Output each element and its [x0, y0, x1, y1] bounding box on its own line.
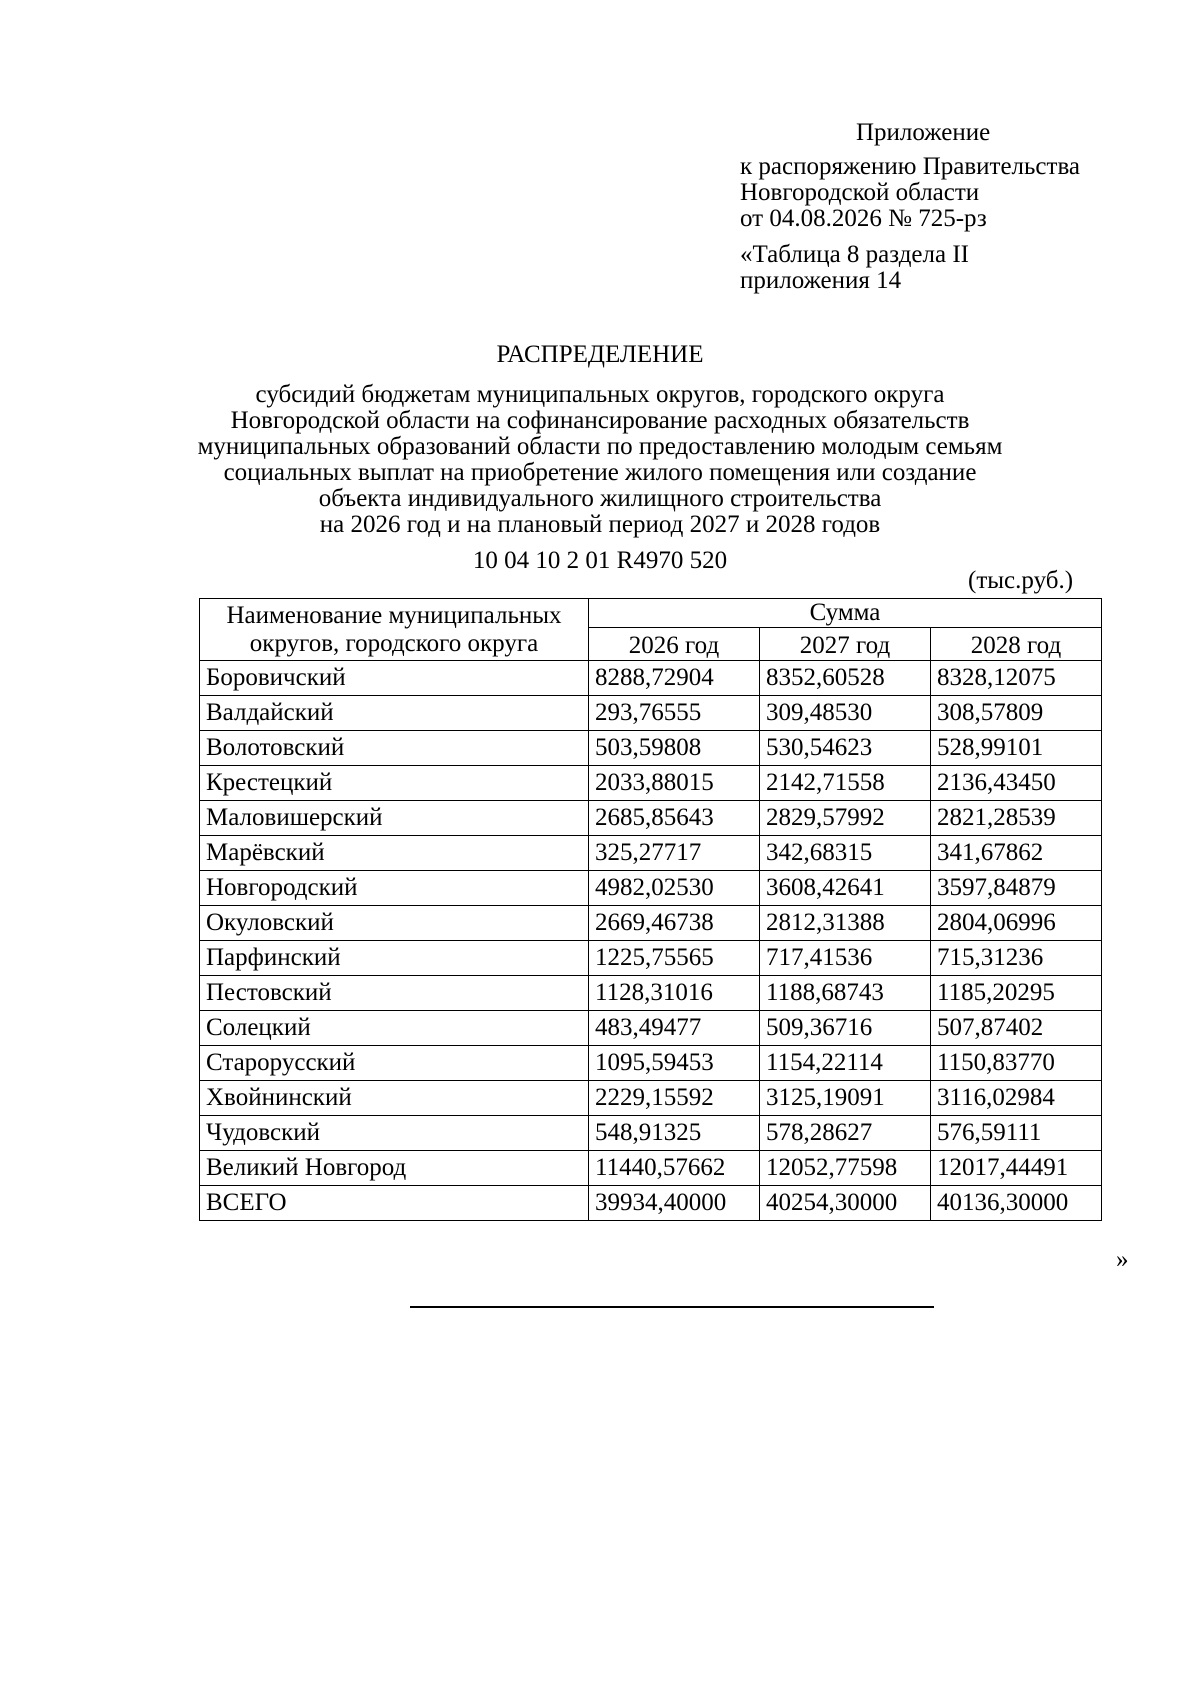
amount-cell: 3597,84879: [931, 871, 1102, 906]
title-line: социальных выплат на приобретение жилого помещения или создание: [223, 459, 977, 486]
appendix-line: Новгородской области: [740, 179, 980, 206]
table-body: [200, 661, 1102, 1221]
amount-cell: 503,59808: [589, 731, 760, 766]
municipality-name: Валдайский: [200, 696, 589, 731]
amount-cell: 8288,72904: [589, 661, 760, 696]
amount-cell: 2136,43450: [931, 766, 1102, 801]
amount-cell: 39934,40000: [589, 1186, 760, 1221]
amount-cell: 1225,75565: [589, 941, 760, 976]
appendix-line: к распоряжению Правительства: [740, 153, 1081, 180]
municipality-name: Крестецкий: [200, 766, 589, 801]
amount-cell: 3125,19091: [760, 1081, 931, 1116]
amount-cell: 509,36716: [760, 1011, 931, 1046]
title-line: субсидий бюджетам муниципальных округов, городского округа: [255, 381, 945, 408]
municipality-name: Окуловский: [200, 906, 589, 941]
amount-cell: 576,59111: [931, 1116, 1102, 1151]
amount-cell: 1185,20295: [931, 976, 1102, 1011]
appendix-block: [740, 120, 1180, 294]
amount-cell: 578,28627: [760, 1116, 931, 1151]
amount-cell: 8352,60528: [760, 661, 931, 696]
amount-cell: 548,91325: [589, 1116, 760, 1151]
appendix-line: приложения 14: [740, 267, 902, 294]
amount-cell: 342,68315: [760, 836, 931, 871]
table-row: [200, 766, 1102, 801]
amount-cell: 12017,44491: [931, 1151, 1102, 1186]
table-row: [200, 801, 1102, 836]
title-line: муниципальных образований области по предоставлению молодым семьям: [197, 433, 1003, 460]
amount-cell: 8328,12075: [931, 661, 1102, 696]
amount-cell: 2033,88015: [589, 766, 760, 801]
amount-cell: 1095,59453: [589, 1046, 760, 1081]
sum-column-header: Сумма: [589, 599, 1102, 628]
amount-cell: 4982,02530: [589, 871, 760, 906]
amount-cell: 1128,31016: [589, 976, 760, 1011]
amount-cell: 308,57809: [931, 696, 1102, 731]
table-row: [200, 1151, 1102, 1186]
municipality-name: Великий Новгород: [200, 1151, 589, 1186]
table-row: [200, 661, 1102, 696]
document-title: РАСПРЕДЕЛЕНИЕ: [496, 341, 704, 368]
table-row: [200, 1046, 1102, 1081]
amount-cell: 2669,46738: [589, 906, 760, 941]
municipality-name: Старорусский: [200, 1046, 589, 1081]
table-row: [200, 871, 1102, 906]
table-row: [200, 906, 1102, 941]
amount-cell: 2812,31388: [760, 906, 931, 941]
municipality-name: Чудовский: [200, 1116, 589, 1151]
amount-cell: 1188,68743: [760, 976, 931, 1011]
budget-code: 10 04 10 2 01 R4970 520: [472, 547, 728, 574]
municipality-name: Пестовский: [200, 976, 589, 1011]
amount-cell: 3608,42641: [760, 871, 931, 906]
title-line: Новгородской области на софинансирование расходных обязательств: [230, 407, 970, 434]
amount-cell: 2685,85643: [589, 801, 760, 836]
appendix-line: «Таблица 8 раздела II: [740, 241, 969, 268]
municipality-name: Новгородский: [200, 871, 589, 906]
table-row: [200, 941, 1102, 976]
amount-cell: 40136,30000: [931, 1186, 1102, 1221]
amount-cell: 11440,57662: [589, 1151, 760, 1186]
amount-cell: 40254,30000: [760, 1186, 931, 1221]
amount-cell: 2804,06996: [931, 906, 1102, 941]
table-row: [200, 836, 1102, 871]
amount-cell: 715,31236: [931, 941, 1102, 976]
amount-cell: 717,41536: [760, 941, 931, 976]
amount-cell: 293,76555: [589, 696, 760, 731]
amount-cell: 507,87402: [931, 1011, 1102, 1046]
year-header: 2028 год: [931, 628, 1102, 661]
amount-cell: 2229,15592: [589, 1081, 760, 1116]
total-row: [200, 1186, 1102, 1221]
amount-cell: 2142,71558: [760, 766, 931, 801]
year-header: 2026 год: [589, 628, 760, 661]
table-row: [200, 976, 1102, 1011]
municipality-name: Солецкий: [200, 1011, 589, 1046]
year-header: 2027 год: [760, 628, 931, 661]
amount-cell: 309,48530: [760, 696, 931, 731]
amount-cell: 3116,02984: [931, 1081, 1102, 1116]
table-row: [200, 696, 1102, 731]
table-row: [200, 1116, 1102, 1151]
amount-cell: 2821,28539: [931, 801, 1102, 836]
amount-cell: 341,67862: [931, 836, 1102, 871]
amount-cell: 1150,83770: [931, 1046, 1102, 1081]
name-column-header: Наименование муниципальных округов, городского округа: [200, 599, 589, 661]
amount-cell: 530,54623: [760, 731, 931, 766]
appendix-heading: Приложение: [856, 119, 991, 146]
end-rule: [410, 1306, 934, 1308]
municipality-name: Волотовский: [200, 731, 589, 766]
amount-cell: 528,99101: [931, 731, 1102, 766]
table-row: [200, 1011, 1102, 1046]
document-title-block: [0, 342, 1200, 574]
municipality-name: ВСЕГО: [200, 1186, 589, 1221]
appendix-date-number: от 04.08.2026 № 725-рз: [740, 205, 987, 232]
amount-cell: 2829,57992: [760, 801, 931, 836]
title-line: объекта индивидуального жилищного строительства: [318, 485, 882, 512]
table-row: [200, 1081, 1102, 1116]
municipality-name: Хвойнинский: [200, 1081, 589, 1116]
title-line: на 2026 год и на плановый период 2027 и 2028 годов: [319, 511, 881, 538]
distribution-table: [199, 598, 1102, 1221]
amount-cell: 483,49477: [589, 1011, 760, 1046]
amount-cell: 325,27717: [589, 836, 760, 871]
municipality-name: Маловишерский: [200, 801, 589, 836]
municipality-name: Боровичский: [200, 661, 589, 696]
municipality-name: Марёвский: [200, 836, 589, 871]
municipality-name: Парфинский: [200, 941, 589, 976]
amount-cell: 1154,22114: [760, 1046, 931, 1081]
closing-quote: »: [1116, 1246, 1129, 1273]
amount-cell: 12052,77598: [760, 1151, 931, 1186]
units-label: (тыс.руб.): [968, 567, 1074, 594]
table-row: [200, 731, 1102, 766]
